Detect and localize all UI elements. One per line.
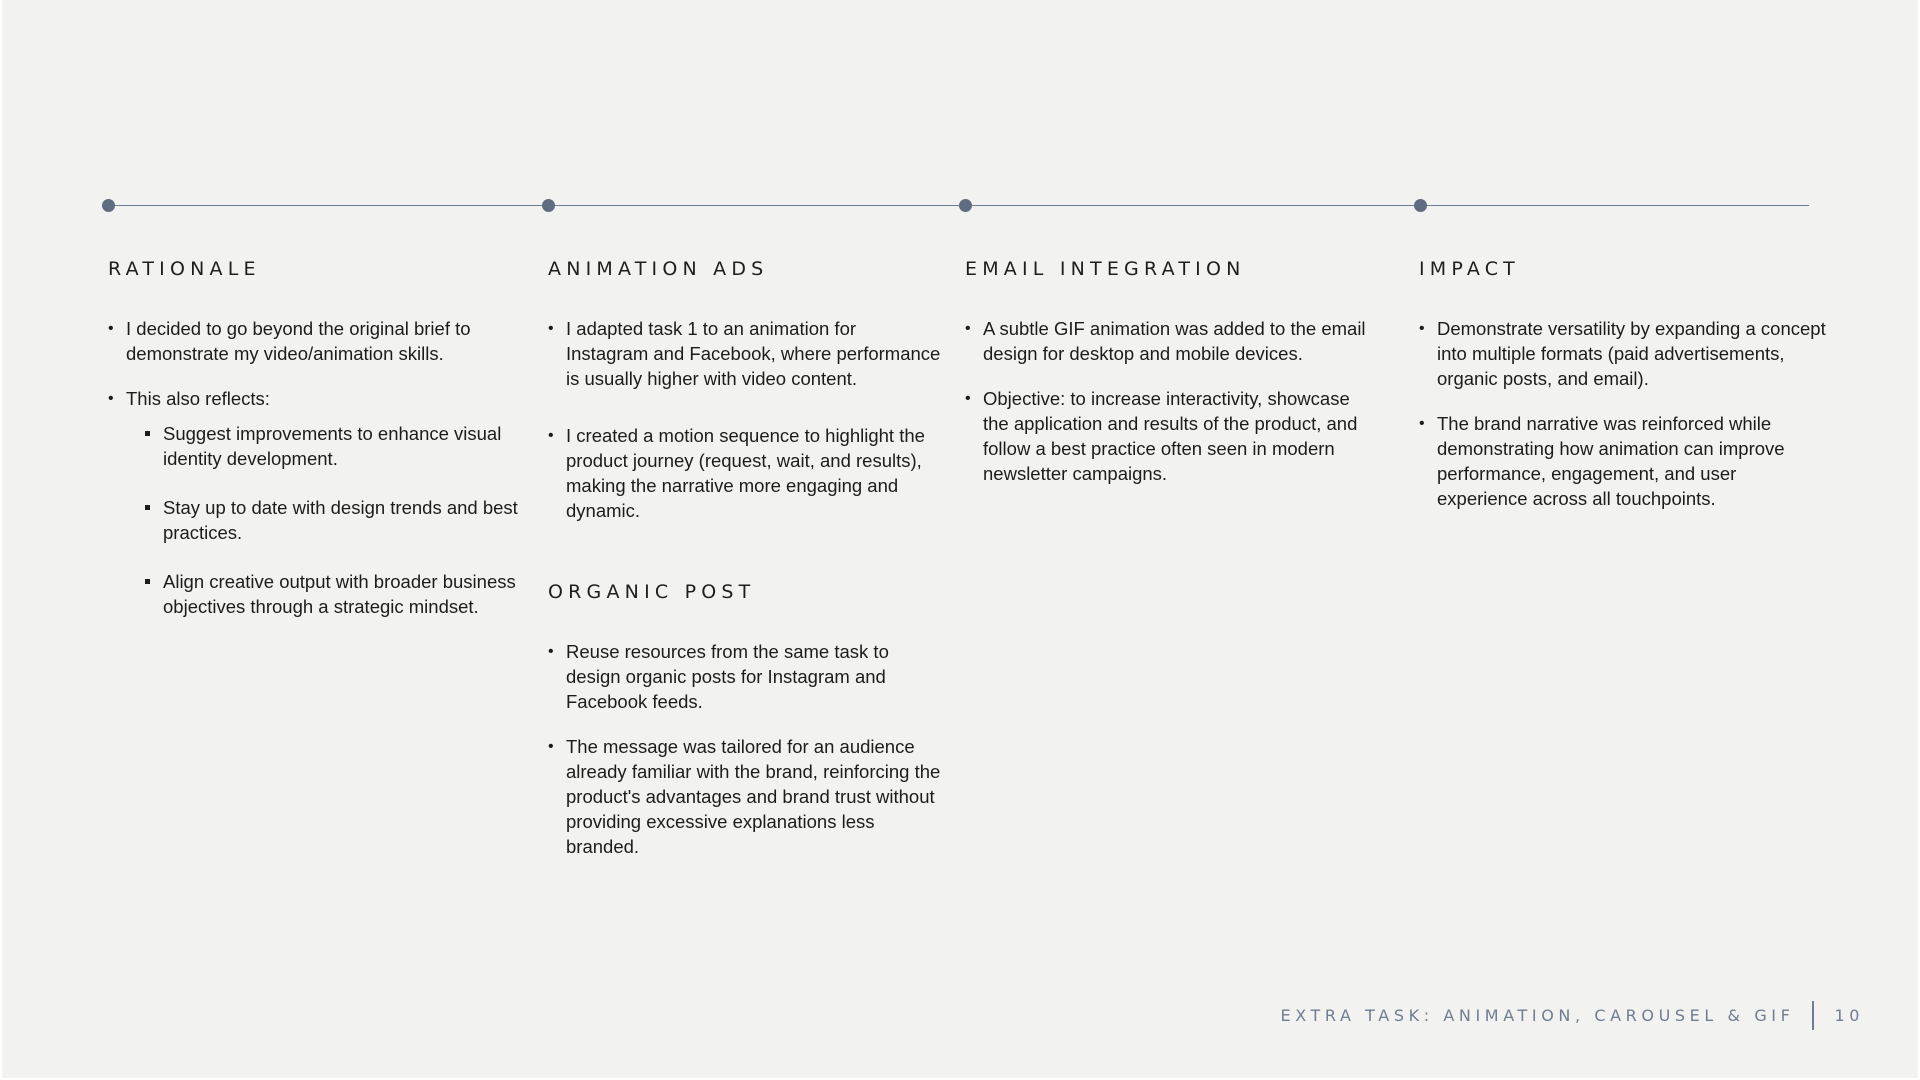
list-item: • The brand narrative was reinforced while demonstrating how animation can improve performance, engagement, and user experience across all touchpoints. xyxy=(1419,411,1829,511)
rationale-bullets xyxy=(108,316,518,619)
sub-list-item: Stay up to date with design trends and best practices. xyxy=(144,495,518,545)
heading-organic-post: ORGANIC POST xyxy=(548,581,756,603)
rationale-sub-bullets xyxy=(126,421,518,619)
sub-list-item: Align creative output with broader business objectives through a strategic mindset. xyxy=(144,569,518,619)
heading-impact: IMPACT xyxy=(1419,258,1520,280)
list-item: • I created a motion sequence to highlight the product journey (request, wait, and results), making the narrative more engaging and dynamic. xyxy=(548,423,943,523)
column-impact xyxy=(1419,258,1829,531)
section-gap xyxy=(548,543,943,581)
column-rationale xyxy=(108,258,518,643)
timeline-dot-impact xyxy=(1414,199,1427,212)
impact-bullets xyxy=(1419,316,1829,511)
timeline-dot-animation-ads xyxy=(542,199,555,212)
heading-email-integration: EMAIL INTEGRATION xyxy=(965,258,1246,280)
column-email-integration xyxy=(965,258,1373,506)
timeline-dot-rationale xyxy=(102,199,115,212)
timeline-dot-email-integration xyxy=(959,199,972,212)
footer-divider xyxy=(1812,1001,1814,1030)
list-item: • The message was tailored for an audience already familiar with the brand, reinforcing the product's advantages and brand trust without providing excessive explanations less branded. xyxy=(548,734,943,859)
slide xyxy=(2,0,1918,1078)
list-item: • A subtle GIF animation was added to the email design for desktop and mobile devices. xyxy=(965,316,1373,366)
page-number: 10 xyxy=(1834,1006,1864,1025)
list-item-text: This also reflects: xyxy=(126,388,270,409)
column-animation-ads xyxy=(548,258,943,879)
sub-list-item: Suggest improvements to enhance visual identity development. xyxy=(144,421,518,471)
footer xyxy=(1281,1001,1864,1030)
list-item: • Reuse resources from the same task to design organic posts for Instagram and Facebook feeds. xyxy=(548,639,943,714)
list-item: • Objective: to increase interactivity, showcase the application and results of the product, and follow a best practice often seen in modern newsletter campaigns. xyxy=(965,386,1373,486)
heading-rationale: RATIONALE xyxy=(108,258,261,280)
heading-animation-ads: ANIMATION ADS xyxy=(548,258,769,280)
animation-ads-bullets xyxy=(548,316,943,523)
organic-post-bullets xyxy=(548,639,943,859)
list-item: • I adapted task 1 to an animation for Instagram and Facebook, where performance is usually higher with video content. xyxy=(548,316,943,391)
list-item: • Demonstrate versatility by expanding a concept into multiple formats (paid advertisements, organic posts, and email). xyxy=(1419,316,1829,391)
email-integration-bullets xyxy=(965,316,1373,486)
footer-title: EXTRA TASK: ANIMATION, CAROUSEL & GIF xyxy=(1280,1006,1795,1025)
list-item: • I decided to go beyond the original brief to demonstrate my video/animation skills. xyxy=(108,316,518,366)
list-item xyxy=(108,386,518,619)
